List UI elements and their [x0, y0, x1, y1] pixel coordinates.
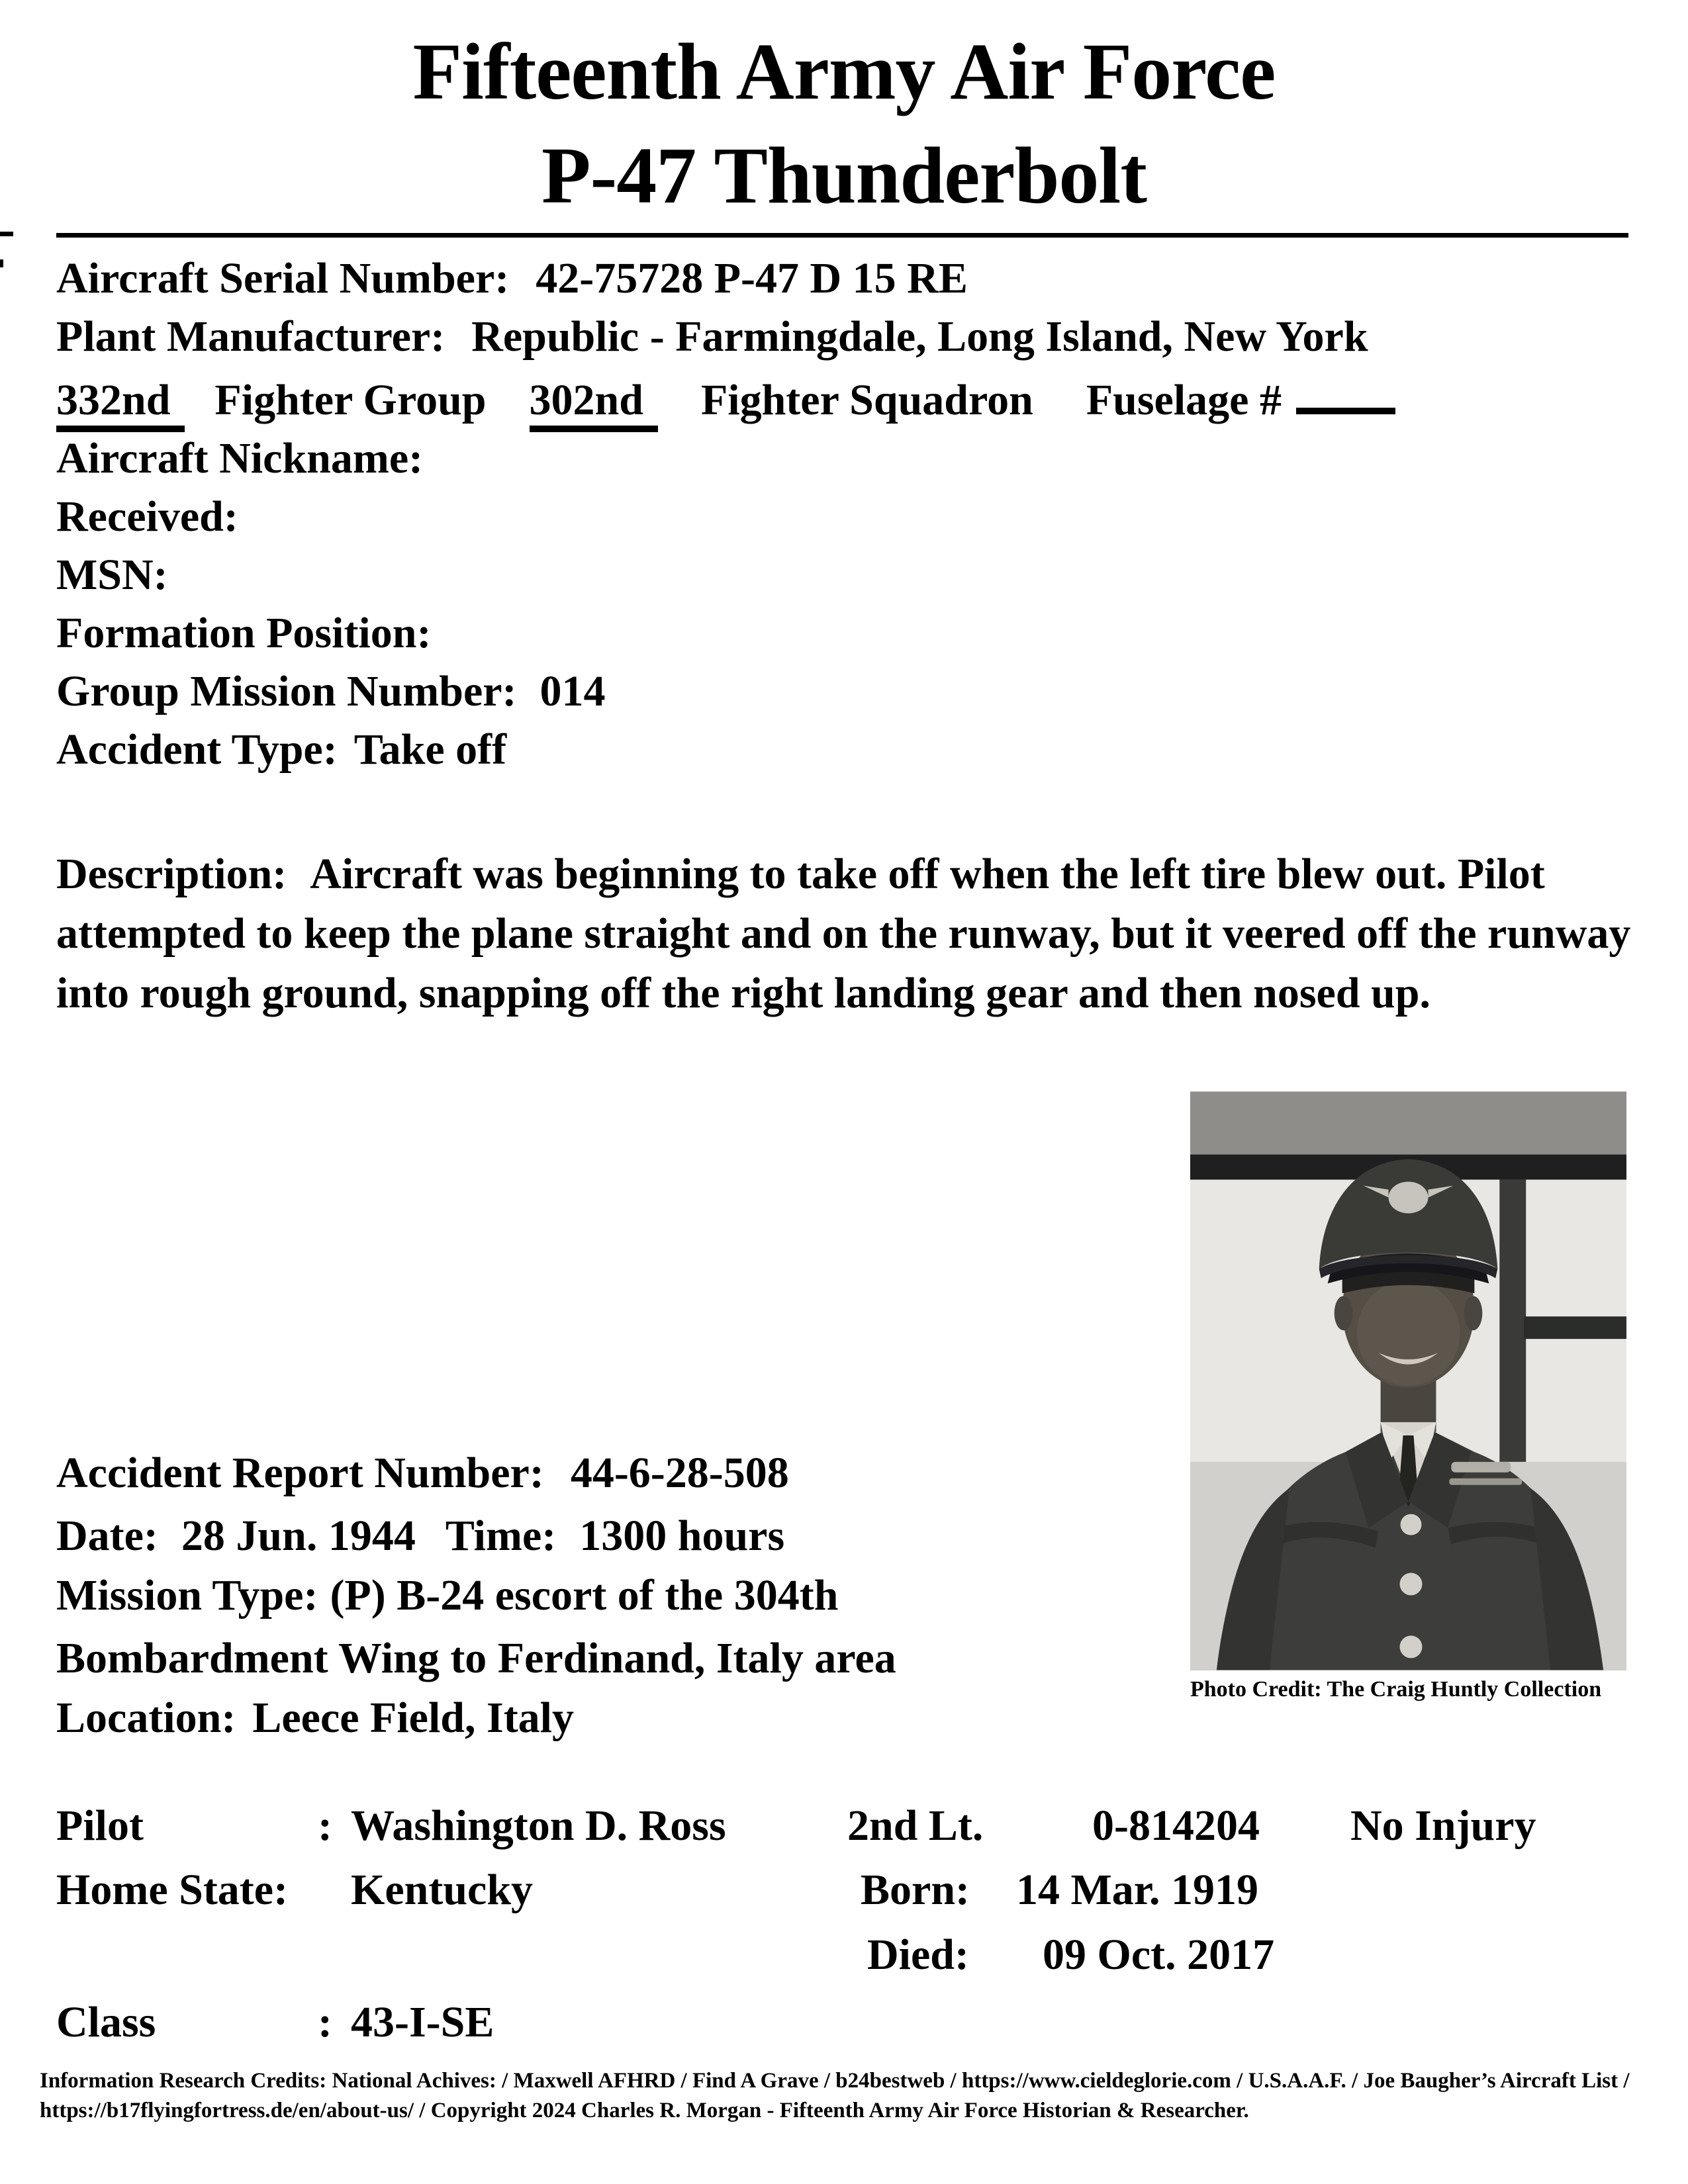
pilot-rank: 2nd Lt.: [847, 1801, 984, 1850]
pilot-portrait-illustration: [1190, 1091, 1626, 1670]
field-accident-type: [56, 725, 507, 774]
home-state-value: Kentucky: [351, 1866, 534, 1914]
title-divider-rule: [56, 233, 1628, 238]
formation-position-label: Formation Position:: [56, 609, 432, 657]
pilot-label: Pilot: [56, 1801, 144, 1850]
field-group-squadron: [56, 373, 1395, 422]
field-location: [56, 1696, 574, 1740]
description-label: Description:: [56, 850, 287, 898]
accident-report-label: Accident Report Number:: [56, 1449, 544, 1497]
home-state-row: [56, 1868, 1645, 1928]
died-row: [56, 1933, 1645, 1993]
field-date-time: [56, 1514, 784, 1558]
died-value: 09 Oct. 2017: [1043, 1931, 1275, 1979]
date-value: 28 Jun. 1944: [181, 1512, 416, 1560]
aircraft-nickname-label: Aircraft Nickname:: [56, 434, 424, 482]
scan-artifact-dot: [0, 259, 3, 267]
home-state-label: Home State:: [56, 1866, 289, 1914]
field-mission-type: [56, 1571, 839, 1619]
fighter-squadron-number: 302nd: [530, 376, 658, 432]
photo-credit-caption: Photo Credit: The Craig Huntly Collection: [1190, 1677, 1602, 1702]
field-received: [56, 492, 238, 541]
scan-artifact-dash: [0, 232, 13, 236]
born-label: Born:: [861, 1866, 970, 1914]
page-title-line1: Fifteenth Army Air Force: [412, 27, 1276, 116]
received-label: Received:: [56, 492, 238, 541]
class-label: Class: [56, 1998, 156, 2046]
field-group-mission-number: [56, 667, 606, 715]
fighter-group-number: 332nd: [56, 376, 185, 432]
class-colon: :: [318, 1998, 332, 2046]
description-paragraph: [56, 844, 1645, 1023]
location-value: Leece Field, Italy: [252, 1694, 575, 1742]
field-msn: [56, 553, 168, 597]
page-title-line2: P-47 Thunderbolt: [541, 131, 1147, 220]
field-plant-manufacturer: [56, 312, 1368, 361]
footer-credits: [40, 2066, 1675, 2126]
fighter-group-label: Fighter Group: [214, 376, 487, 424]
pilot-colon: :: [318, 1801, 332, 1850]
pilot-injury-status: No Injury: [1350, 1801, 1536, 1850]
date-label: Date:: [56, 1512, 158, 1560]
aircraft-serial-label: Aircraft Serial Number:: [56, 254, 510, 302]
footer-credits-line2: https://b17flyingfortress.de/en/about-us/ / Copyright 2024 Charles R. Morgan - Fifteenth Army Air Force Historian & Researcher.: [40, 2099, 1249, 2122]
footer-credits-line1: Information Research Credits: National Achives: / Maxwell AFHRD / Find A Grave / b24bestweb / https://www.cieldeglorie.com / U.S.A.A.F. / Joe Baugher’s Aircraft List /: [40, 2069, 1630, 2093]
plant-manufacturer-value: Republic - Farmingdale, Long Island, New York: [471, 312, 1368, 361]
time-value: 1300 hours: [579, 1512, 785, 1560]
mission-type-continuation: Bombardment Wing to Ferdinand, Italy area: [56, 1634, 896, 1682]
field-accident-report-number: [56, 1451, 789, 1495]
field-aircraft-serial: [56, 254, 968, 302]
location-label: Location:: [56, 1694, 236, 1742]
pilot-row: [56, 1801, 1645, 1864]
class-row: [56, 1998, 1645, 2060]
time-label: Time:: [445, 1512, 557, 1560]
msn-label: MSN:: [56, 551, 168, 599]
accident-type-value: Take off: [353, 725, 507, 774]
field-mission-type-continuation: [56, 1634, 896, 1682]
accident-report-value: 44-6-28-508: [570, 1449, 789, 1497]
plant-manufacturer-label: Plant Manufacturer:: [56, 312, 445, 361]
group-mission-value: 014: [539, 667, 606, 715]
accident-type-label: Accident Type:: [56, 725, 338, 774]
born-value: 14 Mar. 1919: [1016, 1866, 1259, 1914]
class-value: 43-I-SE: [351, 1998, 494, 2046]
group-mission-label: Group Mission Number:: [56, 667, 517, 715]
fighter-squadron-label: Fighter Squadron: [700, 376, 1033, 424]
fuselage-number-label: Fuselage #: [1086, 376, 1282, 424]
description-text: Aircraft was beginning to take off when the left tire blew out. Pilot attempted to keep the plane straight and on the runway, but it veered off the runway into rough ground, snapping off the right landing gear and then nosed up.: [56, 850, 1631, 1017]
mission-type-label: Mission Type:: [56, 1571, 318, 1619]
pilot-portrait-photo: [1190, 1091, 1626, 1670]
died-label: Died:: [867, 1931, 969, 1979]
mission-type-value: (P) B-24 escort of the 304th: [330, 1571, 839, 1619]
field-aircraft-nickname: [56, 434, 424, 482]
field-formation-position: [56, 609, 432, 657]
pilot-name: Washington D. Ross: [351, 1801, 726, 1850]
aircraft-serial-value: 42-75728 P-47 D 15 RE: [536, 254, 968, 302]
fuselage-number-blank: [1296, 373, 1395, 414]
pilot-service-number: 0-814204: [1092, 1801, 1260, 1850]
